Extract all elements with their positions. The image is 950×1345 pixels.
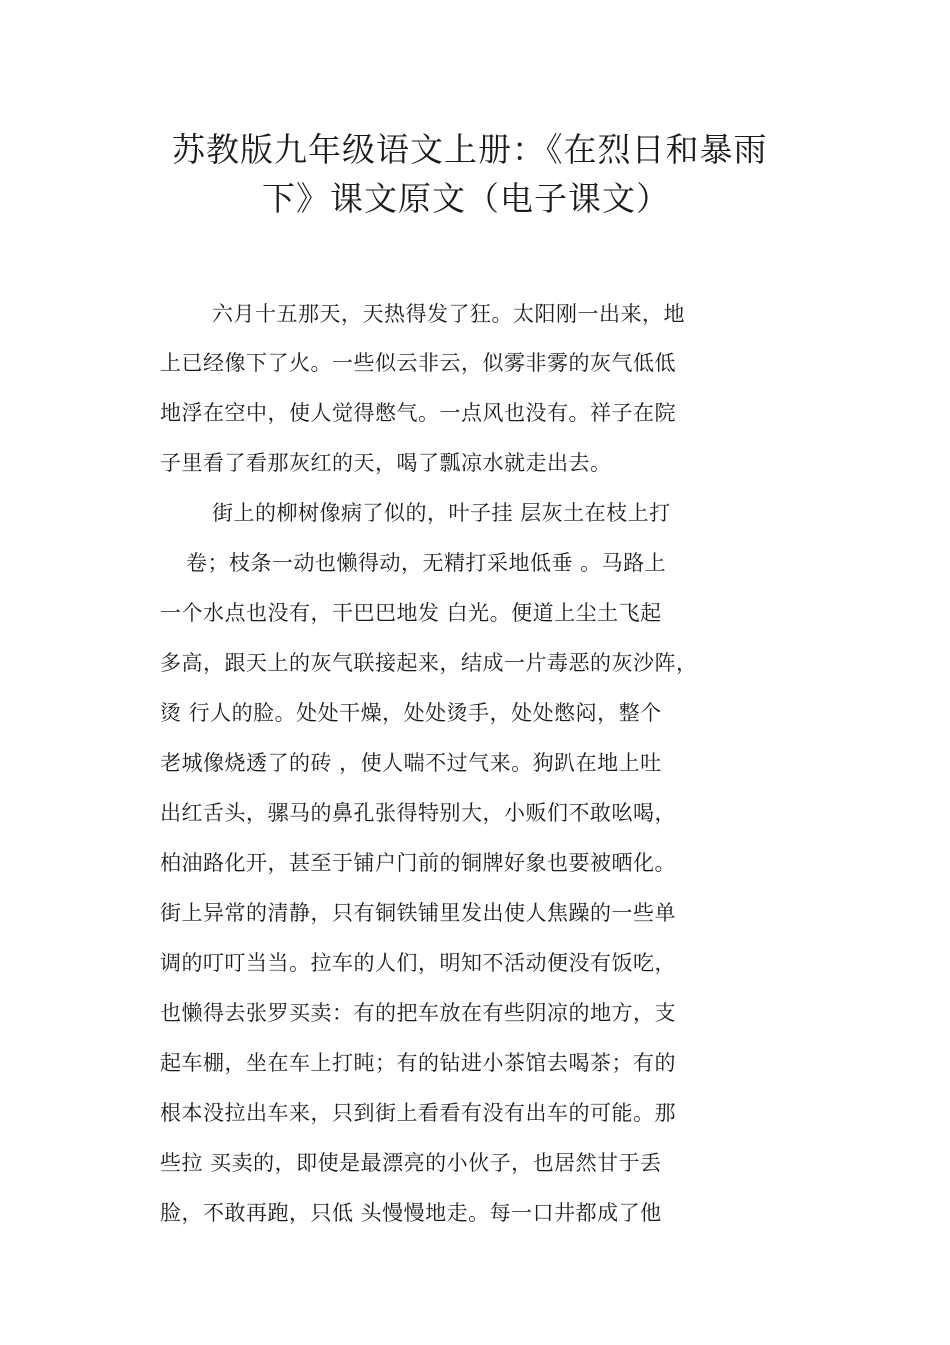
body-line: 烫 行人的脸。处处干燥，处处烫手，处处憋闷，整个 bbox=[160, 701, 662, 725]
body-line: 起车棚，坐在车上打盹；有的钻进小茶馆去喝茶；有的 bbox=[160, 1051, 676, 1075]
body-line: 也懒得去张罗买卖：有的把车放在有些阴凉的地方，支 bbox=[160, 1001, 676, 1025]
body-line: 些拉 买卖的，即使是最漂亮的小伙子，也居然甘于丢 bbox=[160, 1151, 662, 1175]
body-line: 六月十五那天，天热得发了狂。太阳刚一出来，地 bbox=[212, 302, 685, 326]
body-line: 地浮在空中，使人觉得憋气。一点风也没有。祥子在院 bbox=[160, 401, 676, 425]
body-line: 卷；枝条一动也懒得动，无精打采地低垂 。马路上 bbox=[186, 551, 667, 575]
body-line: 柏油路化开，甚至于铺户门前的铜牌好象也要被晒化。 bbox=[160, 851, 676, 875]
document-title-line-1: 苏教版九年级语文上册：《在烈日和暴雨 bbox=[172, 130, 768, 169]
body-line: 老城像烧透了的砖 ，使人喘不过气来。狗趴在地上吐 bbox=[160, 751, 662, 775]
body-line: 脸，不敢再跑，只低 头慢慢地走。每一口井都成了他 bbox=[160, 1201, 662, 1225]
body-line: 一个水点也没有，干巴巴地发 白光。便道上尘土飞起 bbox=[160, 601, 662, 625]
body-line: 子里看了看那灰红的天，喝了瓢凉水就走出去。 bbox=[160, 451, 612, 475]
body-line: 街上异常的清静，只有铜铁铺里发出使人焦躁的一些单 bbox=[160, 901, 676, 925]
body-line: 多高，跟天上的灰气联接起来，结成一片毒恶的灰沙阵， bbox=[160, 651, 698, 675]
body-line: 根本没拉出车来，只到街上看看有没有出车的可能。那 bbox=[160, 1101, 676, 1125]
body-line: 街上的柳树像病了似的，叶子挂 层灰土在枝上打 bbox=[212, 501, 671, 525]
document-title-line-2: 下》课文原文（电子课文） bbox=[262, 179, 670, 218]
body-line: 调的叮叮当当。拉车的人们，明知不活动便没有饭吃， bbox=[160, 951, 676, 975]
body-line: 出红舌头，骡马的鼻孔张得特别大，小贩们不敢吆喝， bbox=[160, 801, 676, 825]
body-line: 上已经像下了火。一些似云非云，似雾非雾的灰气低低 bbox=[160, 351, 676, 375]
